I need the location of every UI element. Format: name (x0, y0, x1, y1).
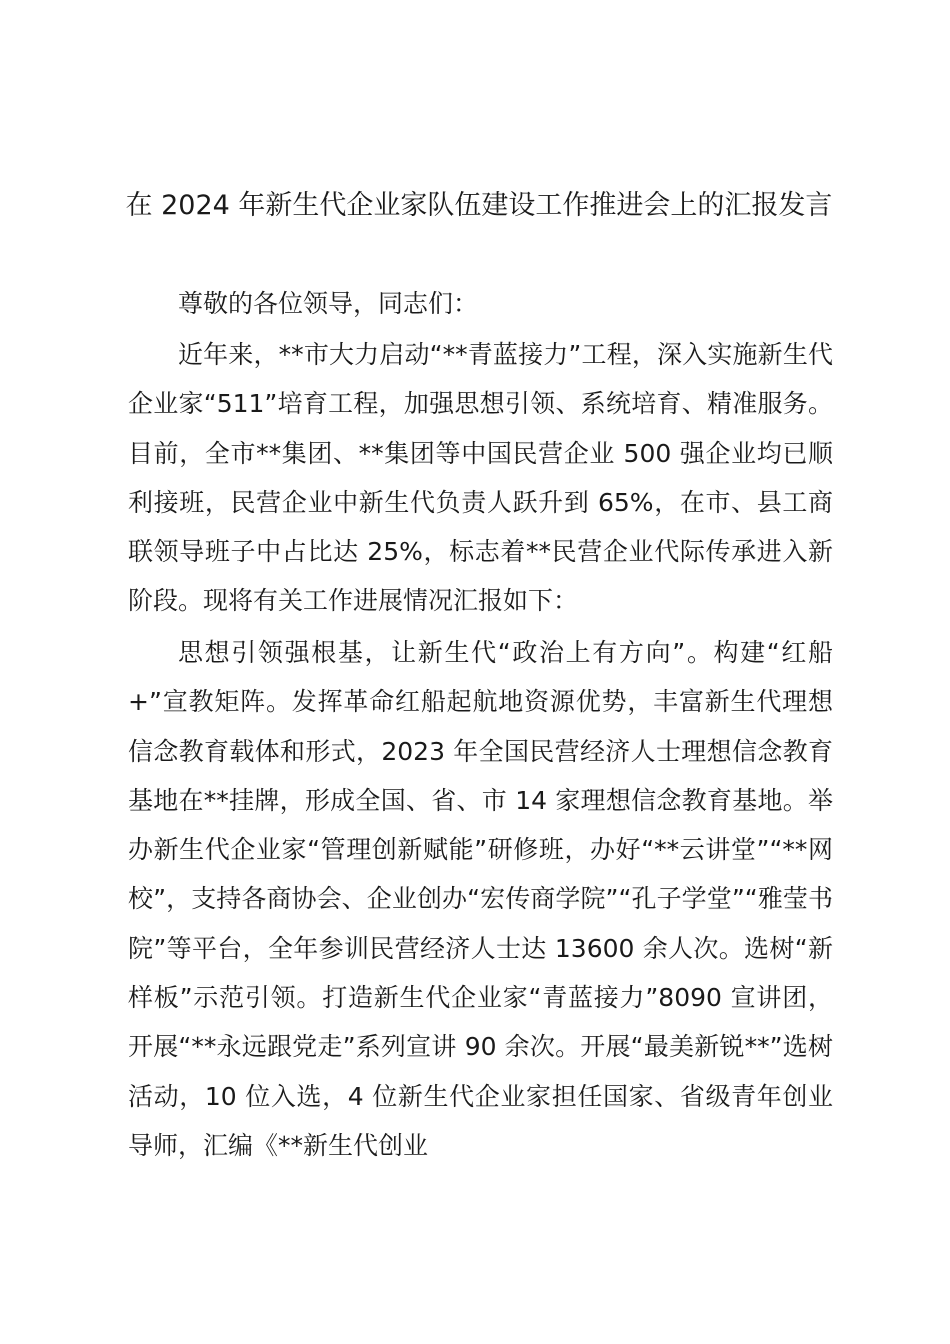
salutation: 尊敬的各位领导，同志们： (178, 289, 479, 318)
document-title: 在 2024 年新生代企业家队伍建设工作推进会上的汇报发言 (125, 190, 833, 221)
paragraph-ideological-guidance: 思想引领强根基，让新生代“政治上有方向”。构建“红船+”宣教矩阵。发挥革命红船起航地资源优势，丰富新生代理想信念教育载体和形式，2023 年全国民营经济人士理想信念教育基地在**挂牌，形成全国、省、市 14 家理想信念教育基地。举办新生代企业家“管理创新赋能”研修班，办好“**云讲堂”“**网校”，支持各商协会、企业创办“宏传商学院”“孔子学堂”“雅莹书院”等平台，全年参训民营经济人士达 13600 余人次。选树“新样板”示范引领。打造新生代企业家“青蓝接力”8090 宣讲团，开展“**永远跟党走”系列宣讲 90 余次。开展“最美新锐**”选树活动，10 位入选，4 位新生代企业家担任国家、省级青年创业导师，汇编《**新生代创业 (128, 638, 833, 1160)
paragraph-intro: 近年来，**市大力启动“**青蓝接力”工程，深入实施新生代企业家“511”培育工程，加强思想引领、系统培育、精准服务。目前，全市**集团、**集团等中国民营企业 500 强企业均已顺利接班，民营企业中新生代负责人跃升到 65%，在市、县工商联领导班子中占比达 25%，标志着**民营企业代际传承进入新阶段。现将有关工作进展情况汇报如下： (128, 340, 833, 616)
